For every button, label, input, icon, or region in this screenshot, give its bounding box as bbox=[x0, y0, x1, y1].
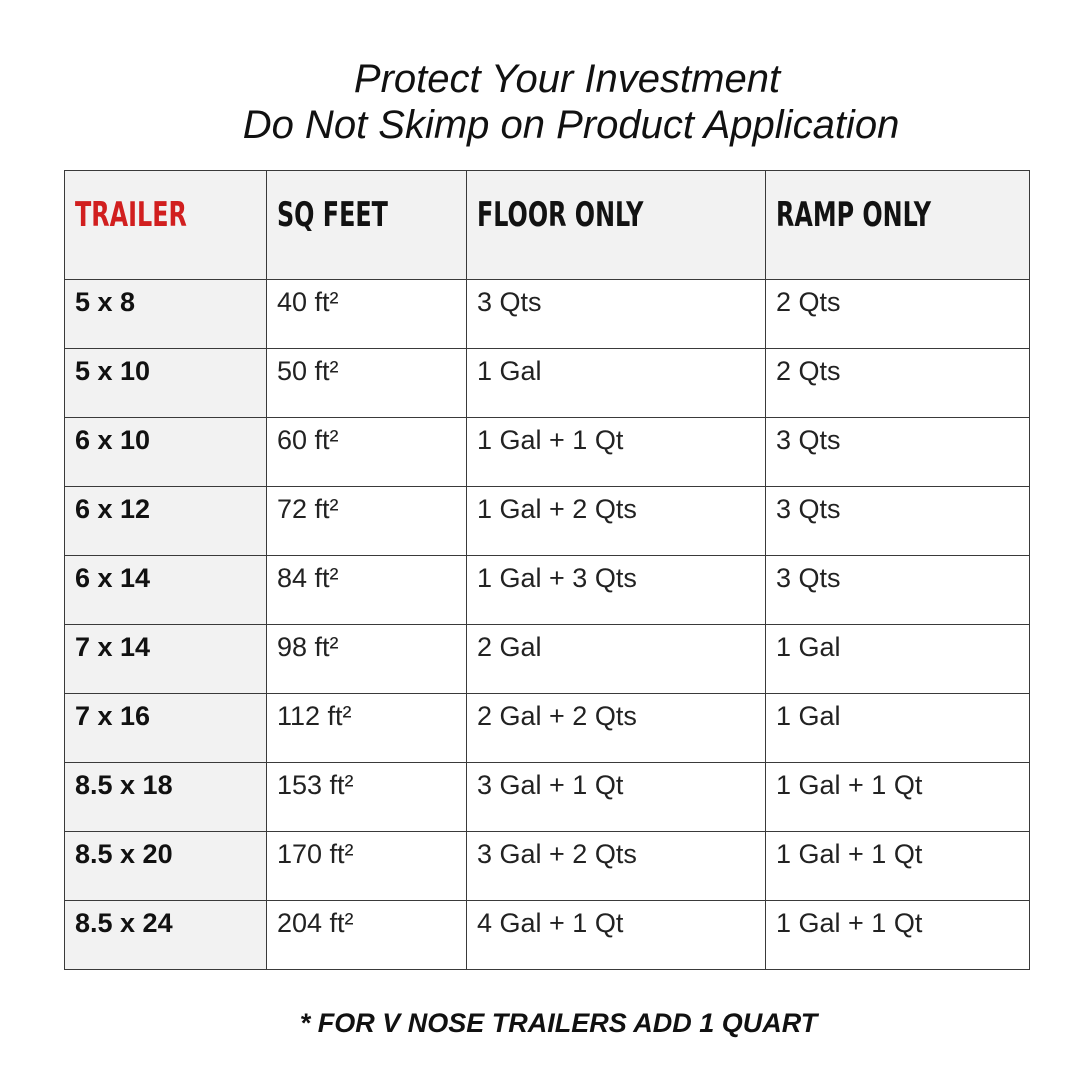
sq-feet-cell: 72 ft² bbox=[267, 487, 467, 556]
ramp-only-cell: 1 Gal + 1 Qt bbox=[766, 763, 1030, 832]
ramp-only-cell: 1 Gal bbox=[766, 625, 1030, 694]
ramp-only-cell: 2 Qts bbox=[766, 349, 1030, 418]
table-row bbox=[65, 280, 1030, 349]
floor-only-cell: 1 Gal bbox=[467, 349, 766, 418]
table-row bbox=[65, 901, 1030, 970]
ramp-only-cell: 1 Gal bbox=[766, 694, 1030, 763]
sq-feet-cell: 84 ft² bbox=[267, 556, 467, 625]
sq-feet-cell: 40 ft² bbox=[267, 280, 467, 349]
table-row bbox=[65, 556, 1030, 625]
trailer-size-cell: 8.5 x 24 bbox=[65, 901, 267, 970]
trailer-size-cell: 5 x 10 bbox=[65, 349, 267, 418]
table-row bbox=[65, 487, 1030, 556]
floor-only-cell: 1 Gal + 3 Qts bbox=[467, 556, 766, 625]
header-ramp-only bbox=[766, 171, 1030, 280]
header-ramp-only-label: RAMP ONLY bbox=[776, 195, 931, 235]
header-trailer bbox=[65, 171, 267, 280]
table-row bbox=[65, 418, 1030, 487]
v-nose-footnote: * FOR V NOSE TRAILERS ADD 1 QUART bbox=[299, 1008, 818, 1038]
table-row bbox=[65, 349, 1030, 418]
header-sq-feet-label: SQ FEET bbox=[277, 195, 388, 235]
table-row bbox=[65, 832, 1030, 901]
trailer-size-cell: 8.5 x 18 bbox=[65, 763, 267, 832]
table-header-row bbox=[65, 171, 1030, 280]
trailer-size-cell: 8.5 x 20 bbox=[65, 832, 267, 901]
header-trailer-label: TRAILER bbox=[75, 195, 187, 235]
header-floor-only bbox=[467, 171, 766, 280]
trailer-size-cell: 6 x 10 bbox=[65, 418, 267, 487]
sq-feet-cell: 153 ft² bbox=[267, 763, 467, 832]
floor-only-cell: 1 Gal + 2 Qts bbox=[467, 487, 766, 556]
trailer-size-cell: 6 x 12 bbox=[65, 487, 267, 556]
sq-feet-cell: 204 ft² bbox=[267, 901, 467, 970]
floor-only-cell: 2 Gal + 2 Qts bbox=[467, 694, 766, 763]
ramp-only-cell: 1 Gal + 1 Qt bbox=[766, 832, 1030, 901]
ramp-only-cell: 1 Gal + 1 Qt bbox=[766, 901, 1030, 970]
page-title-line-2: Do Not Skimp on Product Application bbox=[242, 103, 900, 147]
floor-only-cell: 2 Gal bbox=[467, 625, 766, 694]
trailer-size-cell: 7 x 14 bbox=[65, 625, 267, 694]
ramp-only-cell: 3 Qts bbox=[766, 487, 1030, 556]
floor-only-cell: 3 Gal + 1 Qt bbox=[467, 763, 766, 832]
sq-feet-cell: 170 ft² bbox=[267, 832, 467, 901]
table-row bbox=[65, 763, 1030, 832]
sq-feet-cell: 98 ft² bbox=[267, 625, 467, 694]
page-title-line-1: Protect Your Investment bbox=[353, 57, 781, 101]
trailer-size-cell: 7 x 16 bbox=[65, 694, 267, 763]
trailer-size-cell: 5 x 8 bbox=[65, 280, 267, 349]
coverage-table bbox=[64, 170, 1030, 970]
sq-feet-cell: 50 ft² bbox=[267, 349, 467, 418]
floor-only-cell: 1 Gal + 1 Qt bbox=[467, 418, 766, 487]
sq-feet-cell: 112 ft² bbox=[267, 694, 467, 763]
ramp-only-cell: 3 Qts bbox=[766, 418, 1030, 487]
sq-feet-cell: 60 ft² bbox=[267, 418, 467, 487]
table-row bbox=[65, 694, 1030, 763]
floor-only-cell: 3 Gal + 2 Qts bbox=[467, 832, 766, 901]
header-floor-only-label: FLOOR ONLY bbox=[477, 195, 644, 235]
header-sq-feet bbox=[267, 171, 467, 280]
ramp-only-cell: 3 Qts bbox=[766, 556, 1030, 625]
table-row bbox=[65, 625, 1030, 694]
ramp-only-cell: 2 Qts bbox=[766, 280, 1030, 349]
floor-only-cell: 4 Gal + 1 Qt bbox=[467, 901, 766, 970]
floor-only-cell: 3 Qts bbox=[467, 280, 766, 349]
trailer-size-cell: 6 x 14 bbox=[65, 556, 267, 625]
